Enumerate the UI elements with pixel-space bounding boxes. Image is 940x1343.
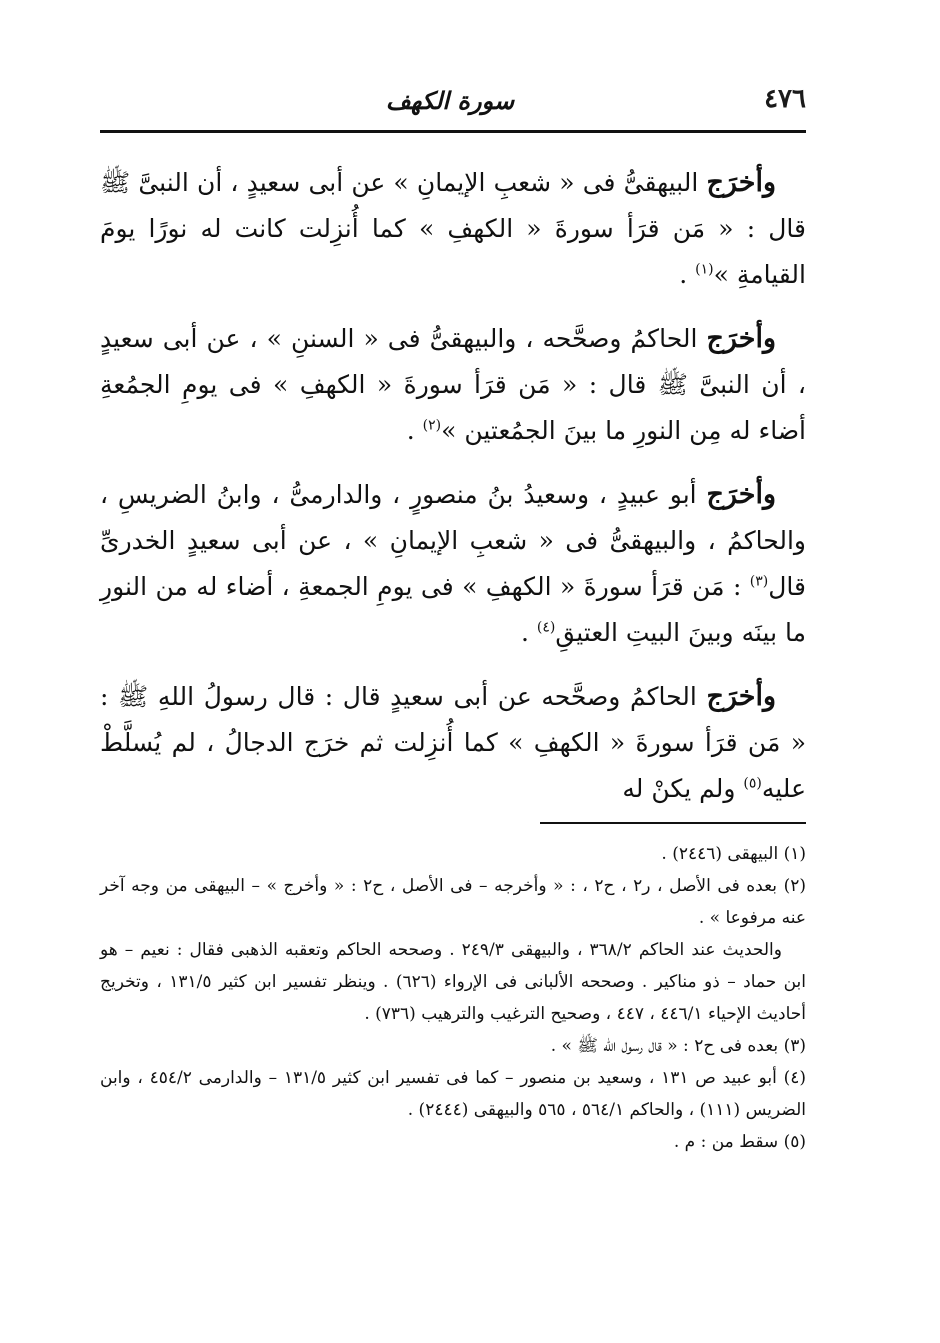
footnote-reference: (١) xyxy=(695,261,714,278)
footnote-4: (٤) أبو عبيد ص ١٣١ ، وسعيد بن منصور – كما فى تفسير ابن كثير ١٣١/٥ – والدارمى ٤٥٤/٢ ، وابن الضريس (١١١) ، والحاكم ٥٦٤/١ ، ٥٦٥ والبيهقى (٢٤٤٤) . xyxy=(100,1068,806,1120)
paragraph-1 xyxy=(100,160,806,298)
footnote-reference: (٥) xyxy=(743,775,762,792)
paragraph-3 xyxy=(100,472,806,656)
main-text xyxy=(100,160,806,830)
running-title: سورة الكهف xyxy=(385,86,515,115)
paragraph-text: الحاكمُ وصحَّحه عن أبى سعيدٍ قال : قال رسولُ اللهِ ﷺ : « مَن قرَأ سورةَ « الكهفِ » كما أُنزِلت ثم خرَج الدجالُ ، لم يُسلَّطْ عليه xyxy=(100,682,806,803)
paragraph-text: البيهقىُّ فى « شعبِ الإيمانِ » عن أبى سعيدٍ ، أن النبىَّ ﷺ قال : « مَن قرَأ سورةَ « الكهفِ » كما أُنزِلت كانت له نورًا يومَ القيامةِ » xyxy=(100,168,806,289)
paragraph-end: . xyxy=(521,618,537,647)
footnote-separator xyxy=(540,822,806,824)
page-number: ٤٧٦ xyxy=(764,84,806,114)
paragraph-end: ولم يكنْ له xyxy=(622,774,744,803)
paragraph-lead: وأخرَج xyxy=(706,323,776,354)
paragraph-text: الحاكمُ وصحَّحه ، والبيهقىُّ فى « السننِ » ، عن أبى سعيدٍ ، أن النبىَّ ﷺ قال : « مَن قرَأ سورةَ « الكهفِ » فى يومِ الجمُعةِ أضاء له مِن النورِ ما بينَ الجمُعتين » xyxy=(100,324,806,445)
paragraph-4 xyxy=(100,674,806,812)
page-header xyxy=(100,80,806,120)
paragraph-text: أبو عبيدٍ ، وسعيدُ بنُ منصورٍ ، والدارمىُّ ، وابنُ الضريسِ ، والحاكمُ ، والبيهقىُّ فى « شعبِ الإيمانِ » ، عن أبى سعيدٍ الخدرىِّ قال xyxy=(100,480,806,601)
footnote-reference: (٣) xyxy=(749,573,769,590)
footnote-1: (١) البيهقى (٢٤٤٦) . xyxy=(661,844,806,864)
paragraph-lead: وأخرَج xyxy=(706,479,776,510)
footnote-reference: (٤) xyxy=(536,619,556,636)
footnote-5: (٥) سقط من : م . xyxy=(673,1132,806,1152)
footnote-3: (٣) بعده فى ح٢ : « قال رسول الله ﷺ » . xyxy=(550,1036,806,1056)
paragraph-lead: وأخرَج xyxy=(706,681,776,712)
footnotes xyxy=(100,838,806,1158)
paragraph-text-continued: : مَن قرَأ سورةَ « الكهفِ » فى يومِ الجمعةِ ، أضاء له من النورِ ما بينَه وبينَ البيتِ العتيقِ xyxy=(100,572,806,647)
header-rule xyxy=(100,130,806,133)
paragraph-end: . xyxy=(406,416,423,445)
paragraph-2 xyxy=(100,316,806,454)
footnote-2-continued: والحديث عند الحاكم ٣٦٨/٢ ، والبيهقى ٢٤٩/٣ . وصححه الحاكم وتعقبه الذهبى فقال : نعيم – هو ابن حماد – ذو مناكير . وصححه الألبانى فى الإرواء (٦٢٦) . وينظر تفسير ابن كثير ١٣١/٥ ، وتخريج أحاديث الإحياء ٤٤٦/١ ، ٤٤٧ ، وصحيح الترغيب والترهيب (٧٣٦) . xyxy=(100,940,806,1024)
footnote-2: (٢) بعده فى الأصل ، ر٢ ، ح٢ ، : « وأخرجه – فى الأصل ، ح٢ : « وأخرج » – البيهقى من وجه آخر عنه مرفوعا » . xyxy=(100,876,806,928)
paragraph-end: . xyxy=(679,260,696,289)
paragraph-lead: وأخرَج xyxy=(706,167,776,198)
footnote-reference: (٢) xyxy=(422,417,442,434)
